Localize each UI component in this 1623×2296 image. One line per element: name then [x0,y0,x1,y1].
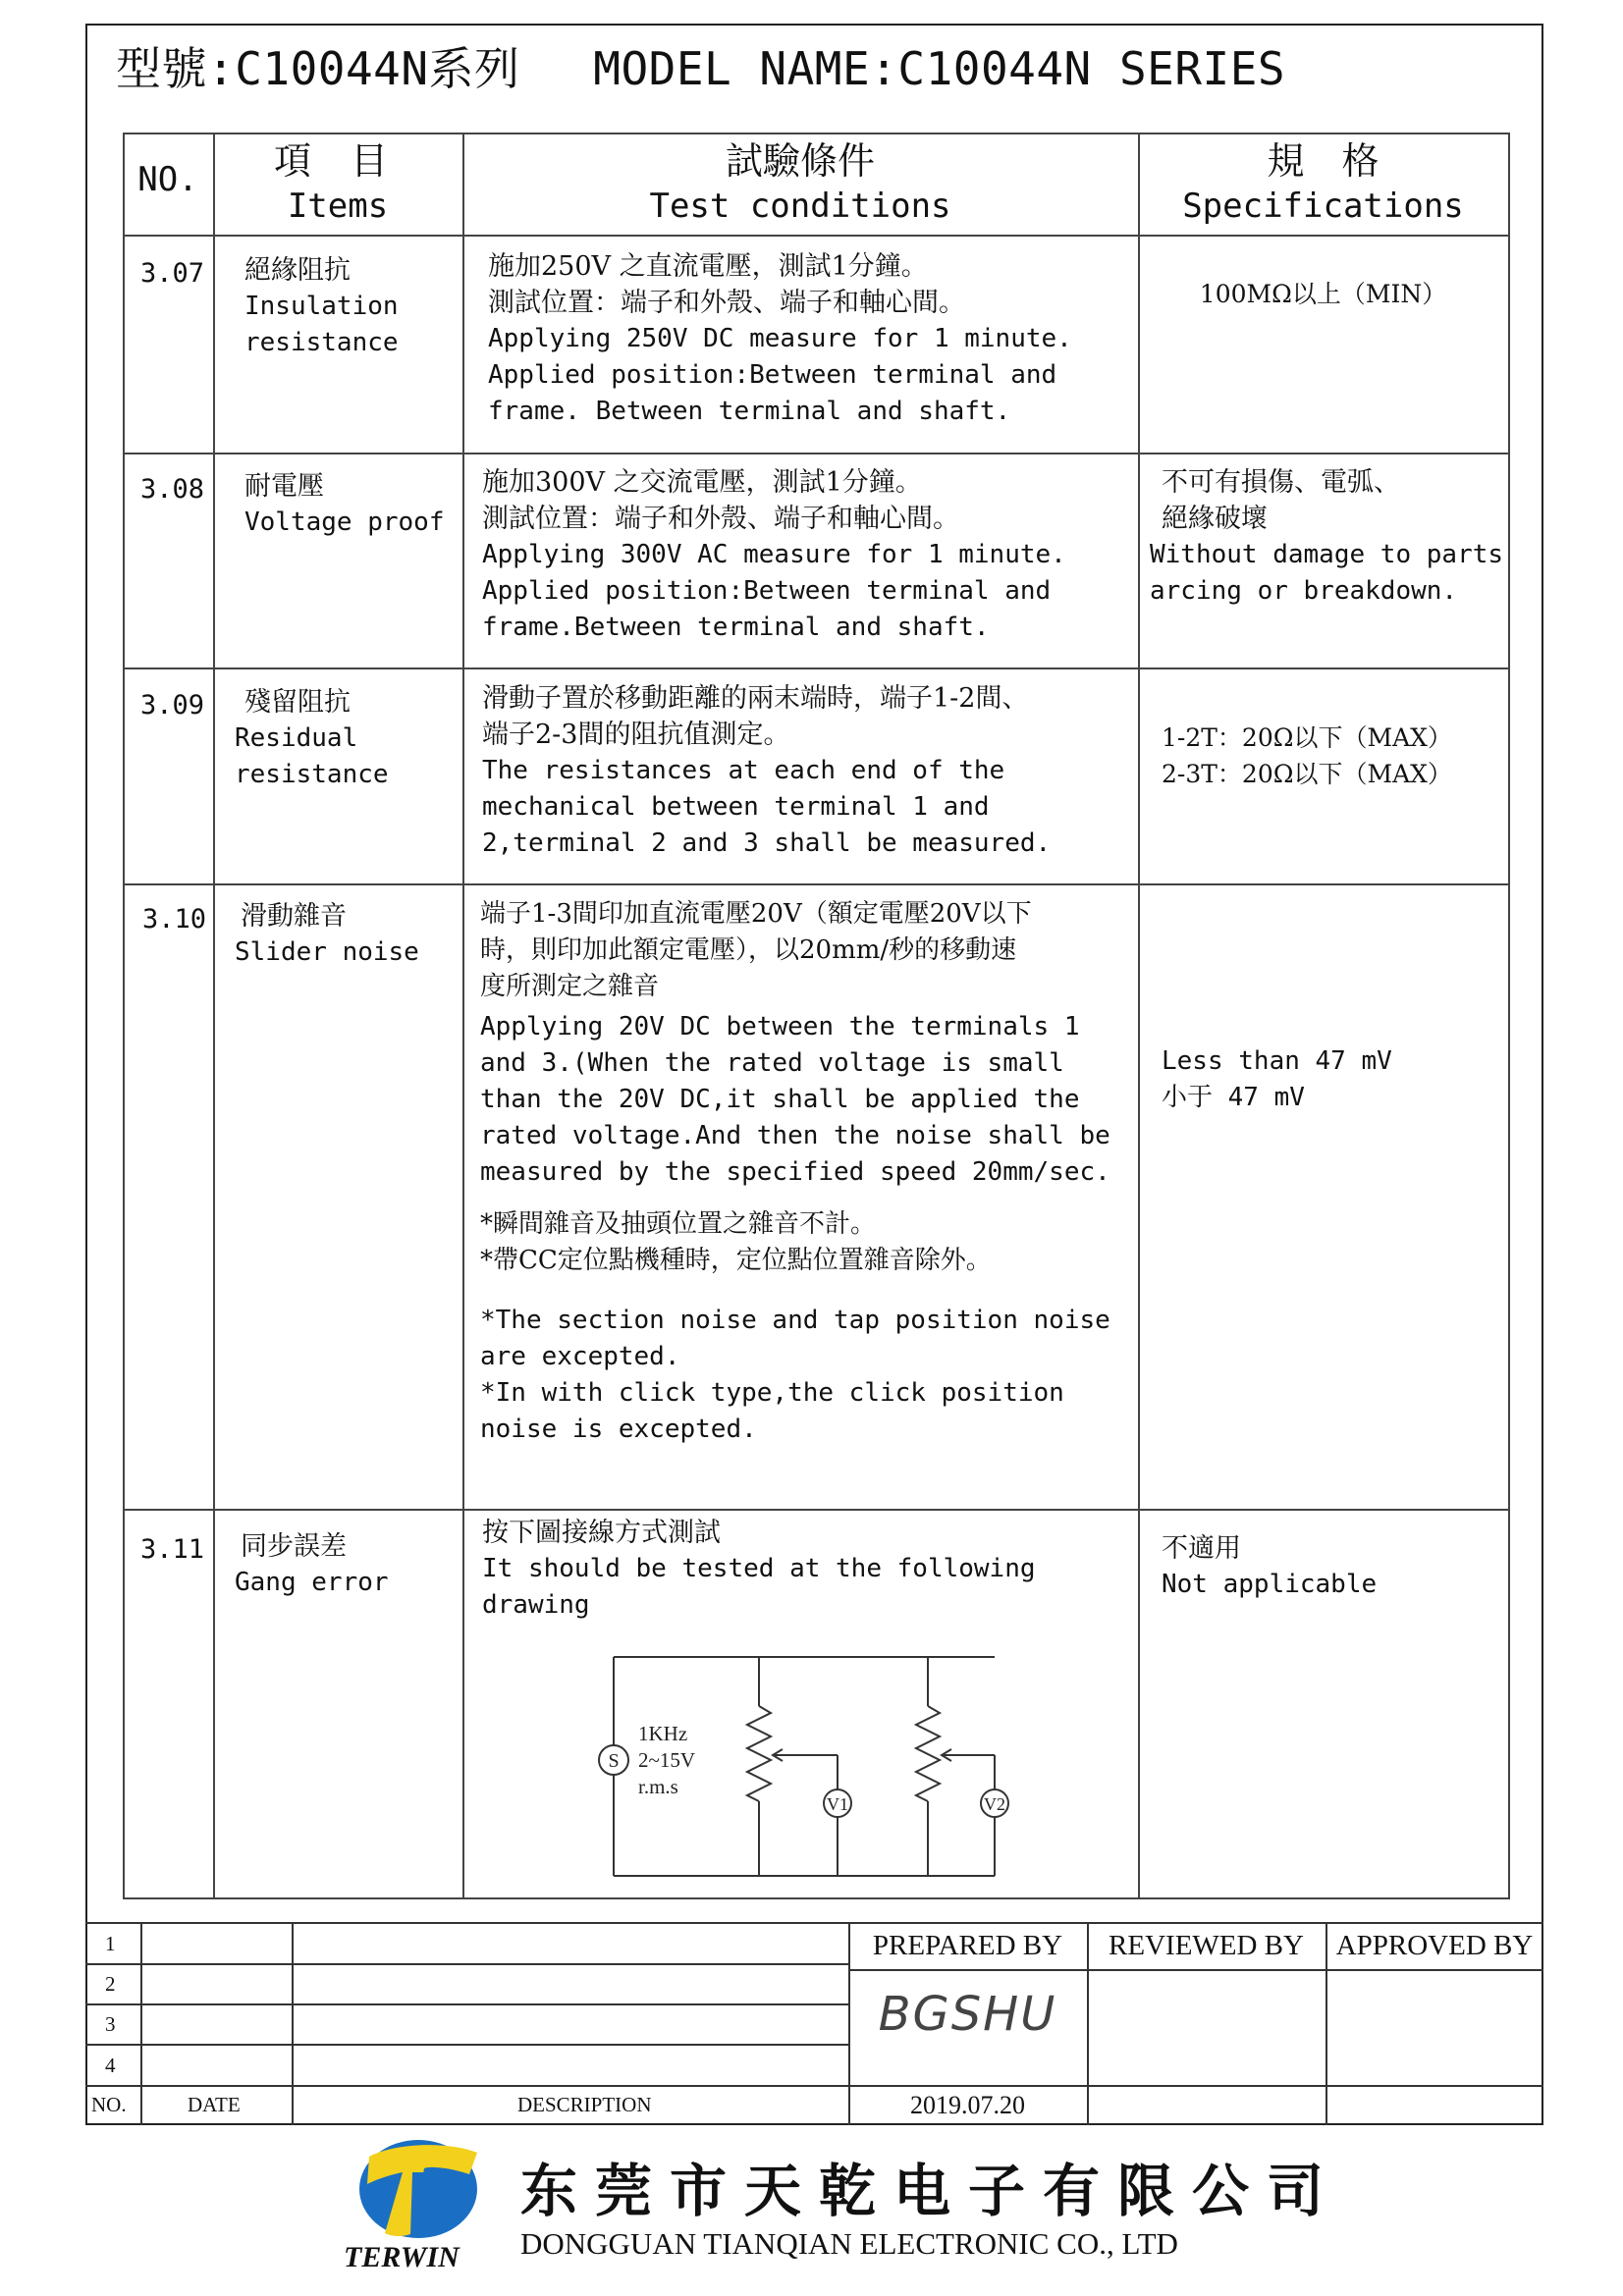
rev-col [140,1922,142,2125]
condition-en-line: Applied position:Between terminal and [482,576,1052,606]
col-divider [462,133,464,1899]
condition-zh-line: 施加250V 之直流電壓，測試1分鐘。 [488,251,928,282]
condition-cell [482,464,1066,646]
col-divider [213,133,215,1899]
spec-cell [1162,1043,1392,1116]
condition-en-line: The resistances at each end of the [482,756,1005,785]
condition-zh-line: 端子1-3間印加直流電壓20V（額定電壓20V以下 [480,899,1032,929]
row-divider [123,883,1510,885]
spec-line: 1-2T：20Ω以下（MAX） [1162,723,1452,752]
company-name-zh: 东莞市天乾电子有限公司 [520,2158,1342,2224]
item-en-line: Residual [235,723,358,753]
condition-zh-line: 滑動子置於移動距離的兩末端時，端子1-2間、 [482,683,1029,714]
col-divider [1508,133,1510,1899]
condition-zh-line: 度所測定之雜音 [480,972,660,1001]
header-items-zh: 項 目 [273,139,403,183]
spec-line: 2-3T：20Ω以下（MAX） [1162,760,1452,788]
reviewed-by-label: REVIEWED BY [1109,1930,1304,1961]
item-zh: 絕緣阻抗 [244,255,351,286]
condition-en-line: 2,terminal 2 and 3 shall be measured. [482,828,1052,858]
spec-en-line: Without damage to parts [1150,540,1504,569]
row-number: 3.10 [142,904,207,934]
condition-en-line: Applying 300V AC measure for 1 minute. [482,540,1066,569]
rev-row-number: 1 [105,1932,116,1955]
note-zh-line: *瞬間雜音及抽頭位置之雜音不計。 [480,1209,877,1239]
item-en-line: Gang error [235,1568,389,1597]
spec-cell [1162,720,1452,792]
table-border-bottom [123,1897,1510,1899]
spec-line: 小于 47 mV [1162,1083,1305,1112]
brand-name: TERWIN [344,2241,460,2273]
rev-row-number: 4 [105,2054,116,2077]
prepared-by-signature: BGSHU [878,1987,1057,2042]
header-items [213,138,462,229]
note-en-line: *In with click type,the click position [480,1378,1064,1408]
condition-en-line: measured by the specified speed 20mm/sec. [480,1157,1110,1187]
spec-table [123,133,1510,1899]
source-voltage: 2~15V [638,1748,696,1772]
condition-cell [480,896,1110,1448]
company-name-en: DONGGUAN TIANQIAN ELECTRONIC CO., LTD [520,2226,1178,2261]
spec-line: 100MΩ以上（MIN） [1199,280,1447,308]
spec-cell [1162,1530,1377,1603]
source-frequency: 1KHz [638,1722,688,1745]
prepared-date: 2019.07.20 [910,2091,1025,2119]
rev-line [85,2003,848,2005]
item-zh: 同步誤差 [241,1531,347,1562]
condition-en-line: rated voltage.And then the noise shall be [480,1121,1110,1150]
item-en-line: Insulation [244,292,399,321]
condition-cell [482,1515,1036,1624]
spec-line: Less than 47 mV [1162,1046,1392,1076]
row-number: 3.11 [140,1534,205,1565]
item-cell [235,1528,389,1601]
rev-row-number: 3 [105,2012,116,2036]
spec-zh-line: 絕緣破壞 [1162,504,1268,534]
header-conditions [462,138,1138,229]
rev-row-number: 2 [105,1972,116,1996]
source-symbol: S [608,1750,620,1772]
condition-en-line: mechanical between terminal 1 and [482,792,990,822]
item-cell [235,684,389,793]
condition-en-line: drawing [482,1590,590,1620]
note-en-line: are excepted. [480,1342,680,1371]
condition-en-line: Applying 250V DC measure for 1 minute. [488,324,1072,353]
note-zh-line: *帶CC定位點機種時，定位點位置雜音除外。 [480,1246,992,1275]
page-title: 型號:C10044N系列 MODEL NAME:C10044N SERIES [116,42,1286,95]
condition-en-line: frame. Between terminal and shaft. [488,397,1011,426]
meter-v1-label: V1 [827,1794,848,1814]
condition-zh-line: 按下圖接線方式測試 [482,1518,721,1548]
header-spec-zh: 規 格 [1267,139,1380,183]
item-cell [235,898,419,971]
item-en-line: Voltage proof [244,507,445,537]
condition-zh-line: 測試位置：端子和外殼、端子和軸心間。 [482,504,959,534]
note-en-line: *The section noise and tap position noise [480,1306,1110,1335]
spec-en-line: arcing or breakdown. [1150,576,1458,606]
row-number: 3.09 [140,690,205,721]
rev-col-description: DESCRIPTION [517,2093,652,2116]
row-divider [123,1509,1510,1511]
rev-line [848,1969,1543,1971]
table-border-top [123,133,1510,134]
condition-zh-line: 端子2-3間的阻抗值測定。 [482,720,790,750]
header-items-en: Items [287,187,389,226]
header-no: NO. [137,160,198,199]
item-cell [244,468,445,541]
condition-en-line: It should be tested at the following [482,1554,1036,1583]
row-number: 3.07 [140,258,205,289]
condition-cell [488,248,1072,430]
rev-col-no: NO. [91,2093,127,2116]
condition-en-line: and 3.(When the rated voltage is small [480,1048,1064,1078]
condition-en-line: Applying 20V DC between the terminals 1 [480,1012,1080,1041]
prepared-by-label: PREPARED BY [872,1930,1063,1961]
condition-zh-line: 施加300V 之交流電壓，測試1分鐘。 [482,467,922,498]
item-zh: 殘留阻抗 [244,687,351,718]
item-zh: 耐電壓 [244,471,324,502]
item-cell [244,252,399,361]
header-specifications [1138,138,1508,229]
condition-cell [482,680,1051,862]
spec-cell [1138,276,1508,312]
spec-cell [1150,464,1503,610]
spec-zh-line: 不適用 [1162,1533,1241,1564]
item-en-line: resistance [244,328,399,357]
spec-en-line: Not applicable [1162,1570,1378,1599]
rev-col [292,1922,294,2125]
gang-error-circuit-diagram [594,1652,1026,1888]
meter-v2-label: V2 [984,1794,1005,1814]
condition-zh-line: 測試位置：端子和外殼、端子和軸心間。 [488,288,965,318]
rev-line [85,1963,848,1965]
item-zh: 滑動雜音 [241,901,347,932]
item-en-line: Slider noise [235,937,419,967]
rev-col-date: DATE [188,2093,241,2116]
condition-en-line: frame.Between terminal and shaft. [482,613,990,642]
approved-by-label: APPROVED BY [1335,1930,1534,1961]
rev-line [85,2044,848,2046]
revision-block [85,1922,1543,2125]
note-en-line: noise is excepted. [480,1415,757,1444]
condition-en-line: Applied position:Between terminal and [488,360,1057,390]
header-conditions-en: Test conditions [649,187,951,226]
condition-en-line: than the 20V DC,it shall be applied the [480,1085,1080,1114]
row-number: 3.08 [140,474,205,505]
source-rms: r.m.s [638,1775,678,1798]
terwin-logo-icon [355,2135,481,2243]
spec-zh-line: 不可有損傷、電弧、 [1162,467,1400,498]
col-divider [123,133,125,1899]
item-en-line: resistance [235,760,389,789]
row-divider [123,667,1510,669]
condition-zh-line: 時，則印加此額定電壓），以20mm/秒的移動速 [480,935,1017,965]
header-spec-en: Specifications [1182,187,1464,226]
row-divider [123,453,1510,454]
header-conditions-zh: 試驗條件 [725,139,875,183]
col-divider [1138,133,1140,1899]
table-header-divider [123,235,1510,237]
